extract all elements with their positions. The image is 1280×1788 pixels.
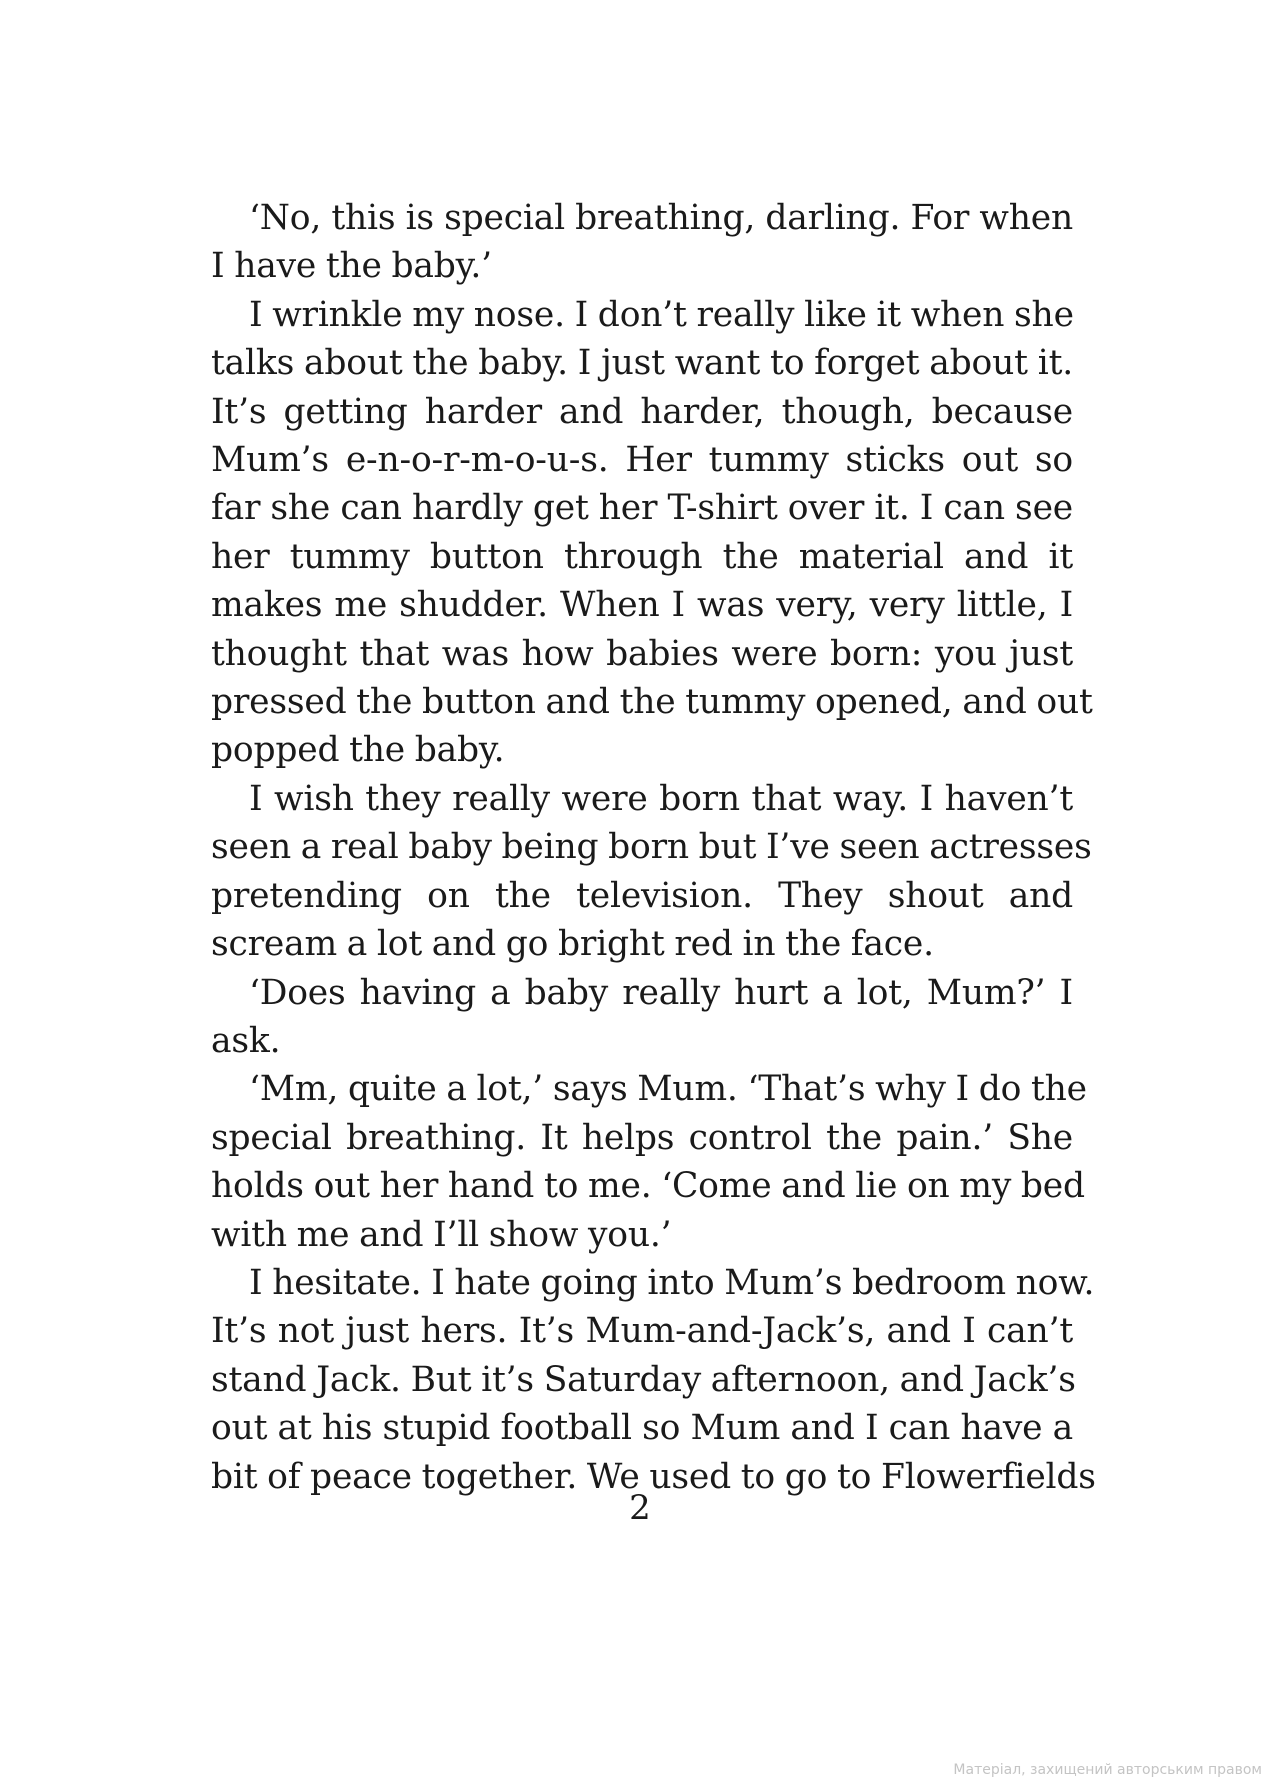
- copyright-watermark: Матеріал, захищений авторським правом: [953, 1762, 1262, 1778]
- text-line: ‘No, this is special breathing, darling. For when: [249, 198, 1073, 238]
- text-line: scream a lot and go bright red in the face.: [211, 924, 934, 965]
- text-line: talks about the baby. I just want to forget about it.: [211, 343, 1073, 384]
- text-line: makes me shudder. When I was very, very little, I: [211, 585, 1073, 626]
- paragraph: [211, 1065, 1087, 1259]
- text-line: ask.: [211, 1020, 281, 1061]
- body-text: [211, 194, 1096, 1501]
- text-line: ‘Mm, quite a lot,’ says Mum. ‘That’s why I do the: [249, 1069, 1087, 1110]
- text-line: thought that was how babies were born: you just: [211, 633, 1073, 674]
- text-line: far she can hardly get her T-shirt over it. I can see: [211, 488, 1073, 529]
- text-line: I have the baby.’: [211, 246, 492, 287]
- paragraph: [211, 969, 1073, 1066]
- text-line: her tummy button through the material and it: [211, 536, 1073, 577]
- text-line: seen a real baby being born but I’ve seen actresses: [211, 827, 1092, 868]
- text-line: pressed the button and the tummy opened, and out: [211, 682, 1093, 723]
- text-line: stand Jack. But it’s Saturday afternoon, and Jack’s: [211, 1359, 1076, 1400]
- paragraph: [211, 1259, 1096, 1501]
- paragraph: [211, 291, 1093, 775]
- paragraph: [211, 194, 1073, 291]
- text-line: out at his stupid football so Mum and I can have a: [211, 1408, 1073, 1449]
- text-line: holds out her hand to me. ‘Come and lie on my bed: [211, 1166, 1085, 1207]
- text-line: I wish they really were born that way. I haven’t: [249, 778, 1073, 819]
- text-line: I wrinkle my nose. I don’t really like it when she: [249, 294, 1074, 335]
- paragraph: [211, 775, 1092, 969]
- text-line: ‘Does having a baby really hurt a lot, Mum?’ I: [249, 972, 1073, 1013]
- text-line: pretending on the television. They shout and: [211, 875, 1073, 916]
- text-line: It’s not just hers. It’s Mum-and-Jack’s, and I can’t: [211, 1311, 1073, 1352]
- text-line: It’s getting harder and harder, though, because: [211, 391, 1073, 432]
- text-line: popped the baby.: [211, 730, 505, 771]
- text-line: with me and I’ll show you.’: [211, 1214, 672, 1255]
- page-number: 2: [629, 1488, 651, 1528]
- text-line: I hesitate. I hate going into Mum’s bedroom now.: [249, 1262, 1095, 1303]
- text-line: bit of peace together. We used to go to Flowerfields: [211, 1456, 1096, 1497]
- text-line: Mum’s e-n-o-r-m-o-u-s. Her tummy sticks out so: [211, 440, 1073, 481]
- text-line: special breathing. It helps control the pain.’ She: [211, 1117, 1073, 1158]
